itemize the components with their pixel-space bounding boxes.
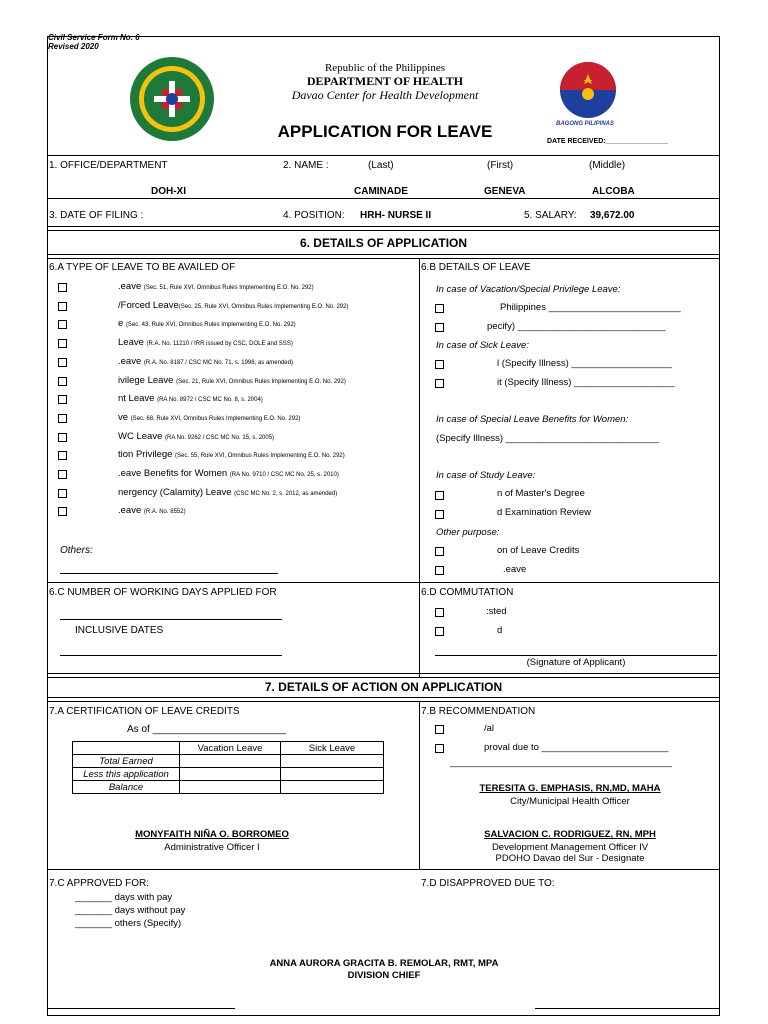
section6b-title: 6.B DETAILS OF LEAVE bbox=[421, 262, 531, 273]
leave-type-reference: (R.A. No. 11210 / IRR issued by CSC, DOLE and SSS) bbox=[146, 341, 293, 347]
vacation-abroad-checkbox[interactable] bbox=[435, 323, 444, 332]
leave-type-label: nt Leave bbox=[118, 393, 158, 404]
vacation-abroad-text: pecify) ____________________________ bbox=[487, 321, 666, 332]
study-masters-checkbox[interactable] bbox=[435, 491, 444, 500]
middle-name-label: (Middle) bbox=[589, 160, 626, 171]
health-officer-title: City/Municipal Health Officer bbox=[510, 796, 630, 807]
leave-type-item bbox=[118, 431, 274, 442]
signature-line-right[interactable] bbox=[535, 1008, 720, 1009]
section7d-title: 7.D DISAPPROVED DUE TO: bbox=[421, 878, 555, 889]
leave-type-label: ve bbox=[118, 412, 131, 423]
recommend-disapproval-text: proval due to ________________________ bbox=[484, 742, 669, 753]
commutation-requested-text: d bbox=[497, 625, 503, 636]
date-received: DATE RECEIVED:________________ bbox=[547, 138, 668, 145]
last-name-value[interactable]: CAMINADE bbox=[354, 186, 408, 197]
sick-leave-header: Sick Leave bbox=[281, 742, 384, 755]
bagong-pilipinas-logo bbox=[553, 60, 623, 120]
leave-type-item bbox=[118, 356, 293, 367]
section6d-title: 6.D COMMUTATION bbox=[421, 587, 514, 598]
leave-type-checkbox[interactable] bbox=[58, 302, 67, 311]
salary-value[interactable]: 39,672.00 bbox=[590, 210, 635, 221]
admin-officer-title: Administrative Officer I bbox=[164, 842, 260, 853]
middle-name-value[interactable]: ALCOBA bbox=[592, 186, 635, 197]
study-heading: In case of Study Leave: bbox=[436, 470, 536, 481]
vacation-within-checkbox[interactable] bbox=[435, 304, 444, 313]
leave-type-reference: (Sec. 55, Rule XVI, Omnibus Rules Implementing E.O. No. 292) bbox=[175, 453, 345, 459]
office-value[interactable]: DOH-XI bbox=[151, 186, 186, 197]
leave-type-reference: (Sec. 43, Rule XVI, Omnibus Rules Implementing E.O. No. 292) bbox=[125, 322, 296, 328]
days-without-pay[interactable]: _______ days without pay bbox=[75, 905, 186, 916]
leave-type-reference: (Sec. 51, Rule XVI, Omnibus Rules Implementing E.O. No. 292) bbox=[143, 285, 314, 291]
leave-type-label: ivilege Leave bbox=[118, 375, 177, 386]
leave-type-label: WC Leave bbox=[118, 431, 165, 442]
leave-type-reference: (Sec. 21, Rule XVI, Omnibus Rules Implementing E.O. No. 292) bbox=[176, 379, 346, 385]
total-earned-label: Total Earned bbox=[73, 755, 180, 768]
commutation-not-requested-text: :sted bbox=[486, 606, 507, 617]
recommend-approval-checkbox[interactable] bbox=[435, 725, 444, 734]
less-application-sick[interactable] bbox=[281, 768, 384, 781]
balance-label: Balance bbox=[73, 781, 180, 794]
leave-type-checkbox[interactable] bbox=[58, 358, 67, 367]
leave-type-reference: (Sec. 25, Rule XVI, Omnibus Rules Implementing E.O. No. 292) bbox=[178, 304, 349, 310]
balance-vacation[interactable] bbox=[180, 781, 281, 794]
study-masters-text: n of Master's Degree bbox=[497, 488, 585, 499]
leave-type-reference: (R.A. No. 8552) bbox=[143, 509, 186, 515]
recommend-approval-text: /al bbox=[484, 723, 495, 734]
balance-sick[interactable] bbox=[281, 781, 384, 794]
leave-type-item bbox=[118, 318, 296, 329]
leave-type-item bbox=[118, 468, 339, 479]
section7-title: 7. DETAILS OF ACTION ON APPLICATION bbox=[264, 680, 503, 694]
date-filing-label: 3. DATE OF FILING : bbox=[49, 210, 144, 221]
sick-hospital-text: l (Specify Illness) ___________________ bbox=[497, 358, 672, 369]
leave-type-item bbox=[118, 281, 314, 292]
women-illness-line[interactable]: (Specify Illness) _____________________________ bbox=[436, 433, 659, 444]
recommendation-line[interactable]: __________________________________________ bbox=[450, 757, 672, 768]
position-label: 4. POSITION: bbox=[283, 210, 345, 221]
last-name-label: (Last) bbox=[368, 160, 394, 171]
other-purpose-heading: Other purpose: bbox=[436, 527, 500, 538]
section7c-title: 7.C APPROVED FOR: bbox=[49, 878, 150, 889]
leave-type-checkbox[interactable] bbox=[58, 414, 67, 423]
leave-type-reference: (Sec. 68, Rule XVI, Omnibus Rules Implementing E.O. No. 292) bbox=[130, 416, 301, 422]
leave-type-checkbox[interactable] bbox=[58, 433, 67, 442]
name-label: 2. NAME : bbox=[283, 160, 329, 171]
leave-type-reference: (RA No. 9710 / CSC MC No. 25, s. 2010) bbox=[229, 472, 339, 478]
dmo-title: Development Management Officer IV bbox=[491, 842, 649, 853]
leave-type-reference: (R.A. No. 8187 / CSC MC No. 71, s. 1998, as amended) bbox=[143, 360, 293, 366]
days-with-pay[interactable]: _______ days with pay bbox=[75, 892, 173, 903]
form-title: APPLICATION FOR LEAVE bbox=[277, 122, 493, 141]
others-specify[interactable]: _______ others (Specify) bbox=[75, 918, 182, 929]
first-name-label: (First) bbox=[487, 160, 514, 171]
inclusive-dates-label: INCLUSIVE DATES bbox=[75, 625, 164, 636]
leave-type-checkbox[interactable] bbox=[58, 489, 67, 498]
leave-type-reference: (RA No. 9262 / CSC MC No. 15, s. 2005) bbox=[165, 435, 275, 441]
leave-type-checkbox[interactable] bbox=[58, 507, 67, 516]
section6c-title: 6.C NUMBER OF WORKING DAYS APPLIED FOR bbox=[49, 587, 277, 598]
dmo-name: SALVACION C. RODRIGUEZ, RN, MPH bbox=[484, 829, 656, 840]
vacation-leave-header: Vacation Leave bbox=[180, 742, 281, 755]
section6-title: 6. DETAILS OF APPLICATION bbox=[299, 236, 468, 250]
less-application-label: Less this application bbox=[73, 768, 180, 781]
leave-type-item bbox=[118, 393, 263, 404]
inclusive-dates-line[interactable] bbox=[60, 655, 282, 656]
sick-outpatient-text: it (Specify Illness) ___________________ bbox=[497, 377, 675, 388]
commutation-not-requested-checkbox[interactable] bbox=[435, 608, 444, 617]
table-corner-cell bbox=[73, 742, 180, 755]
terminal-leave-checkbox[interactable] bbox=[435, 566, 444, 575]
section7b-title: 7.B RECOMMENDATION bbox=[421, 706, 536, 717]
leave-type-reference: (RA No. 8972 / CSC MC No. 8, s. 2004) bbox=[157, 397, 263, 403]
leave-type-checkbox[interactable] bbox=[58, 320, 67, 329]
total-earned-vacation[interactable] bbox=[180, 755, 281, 768]
leave-type-item bbox=[118, 337, 293, 348]
health-officer-name: TERESITA G. EMPHASIS, RN,MD, MAHA bbox=[479, 783, 661, 794]
section6a-title: 6.A TYPE OF LEAVE TO BE AVAILED OF bbox=[49, 262, 236, 273]
working-days-line[interactable] bbox=[60, 619, 282, 620]
leave-type-label: tion Privilege bbox=[118, 449, 176, 460]
leave-type-checkbox[interactable] bbox=[58, 377, 67, 386]
salary-label: 5. SALARY: bbox=[524, 210, 577, 221]
leave-type-item bbox=[118, 412, 300, 423]
form-revision: Revised 2020 bbox=[48, 42, 99, 51]
section7a-title: 7.A CERTIFICATION OF LEAVE CREDITS bbox=[49, 706, 240, 717]
republic-text: Republic of the Philippines bbox=[324, 62, 446, 74]
dmo-designation: PDOHO Davao del Sur - Designate bbox=[495, 853, 645, 864]
sick-hospital-checkbox[interactable] bbox=[435, 360, 444, 369]
study-bar-review-checkbox[interactable] bbox=[435, 510, 444, 519]
office-label: 1. OFFICE/DEPARTMENT bbox=[49, 160, 168, 171]
vacation-heading: In case of Vacation/Special Privilege Leave: bbox=[436, 284, 621, 295]
division-chief-name: ANNA AURORA GRACITA B. REMOLAR, RMT, MPA bbox=[269, 958, 499, 969]
bagong-pilipinas-text: BAGONG PILIPINAS bbox=[555, 121, 614, 127]
leave-type-item bbox=[118, 449, 345, 460]
leave-type-label: .eave bbox=[118, 281, 144, 292]
sick-outpatient-checkbox[interactable] bbox=[435, 379, 444, 388]
applicant-signature-label: (Signature of Applicant) bbox=[526, 657, 626, 668]
position-value[interactable]: HRH- NURSE II bbox=[360, 210, 432, 221]
women-heading: In case of Special Leave Benefits for Women: bbox=[436, 414, 629, 425]
total-earned-sick[interactable] bbox=[281, 755, 384, 768]
leave-type-item bbox=[118, 300, 348, 311]
others-label: Others: bbox=[60, 545, 93, 556]
leave-type-checkbox[interactable] bbox=[58, 451, 67, 460]
less-application-vacation[interactable] bbox=[180, 768, 281, 781]
first-name-value[interactable]: GENEVA bbox=[484, 186, 526, 197]
doh-seal-logo bbox=[128, 55, 216, 143]
leave-type-label: .eave bbox=[118, 505, 144, 516]
center-text: Davao Center for Health Development bbox=[291, 88, 479, 102]
division-chief-title: DIVISION CHIEF bbox=[347, 970, 421, 981]
commutation-requested-checkbox[interactable] bbox=[435, 627, 444, 636]
others-line[interactable] bbox=[60, 573, 278, 574]
form-number: Civil Service Form No. 6 bbox=[48, 33, 140, 42]
department-text: DEPARTMENT OF HEALTH bbox=[306, 74, 464, 88]
signature-line-left[interactable] bbox=[47, 1008, 235, 1009]
leave-type-label: nergency (Calamity) Leave bbox=[118, 487, 235, 498]
leave-type-checkbox[interactable] bbox=[58, 395, 67, 404]
leave-type-checkbox[interactable] bbox=[58, 283, 67, 292]
leave-type-label: e bbox=[118, 318, 126, 329]
monetization-checkbox[interactable] bbox=[435, 547, 444, 556]
leave-credits-table bbox=[72, 741, 384, 794]
leave-type-item bbox=[118, 505, 186, 516]
leave-type-label: /Forced Leave bbox=[118, 300, 179, 311]
applicant-signature-line[interactable] bbox=[435, 655, 717, 656]
leave-type-checkbox[interactable] bbox=[58, 470, 67, 479]
admin-officer-name: MONYFAITH NIÑA O. BORROMEO bbox=[135, 829, 289, 840]
study-bar-review-text: d Examination Review bbox=[497, 507, 591, 518]
leave-type-label: .eave bbox=[118, 356, 144, 367]
monetization-text: on of Leave Credits bbox=[497, 545, 580, 556]
terminal-leave-text: .eave bbox=[503, 564, 527, 575]
leave-type-item bbox=[118, 375, 346, 386]
vacation-within-text: Philippines _________________________ bbox=[500, 302, 681, 313]
leave-type-checkbox[interactable] bbox=[58, 339, 67, 348]
leave-type-reference: (CSC MC No. 2, s. 2012, as amended) bbox=[234, 491, 338, 497]
leave-type-item bbox=[118, 487, 337, 498]
sick-heading: In case of Sick Leave: bbox=[436, 340, 529, 351]
leave-type-label: Leave bbox=[118, 337, 147, 348]
as-of-line[interactable]: As of ________________________ bbox=[127, 724, 287, 735]
leave-type-label: .eave Benefits for Women bbox=[118, 468, 230, 479]
recommend-disapproval-checkbox[interactable] bbox=[435, 744, 444, 753]
